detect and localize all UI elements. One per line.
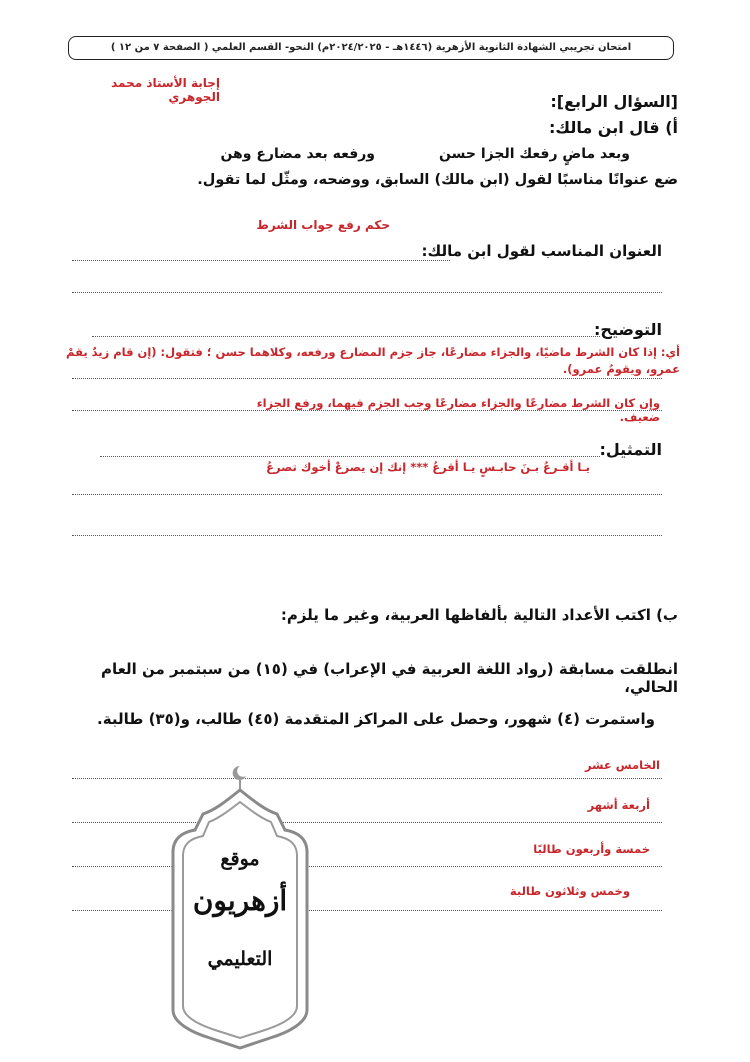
stamp-bottom-text: التعليمي <box>207 948 273 970</box>
answer-by-label: إجابة الأستاذ محمد الجوهري <box>111 76 220 104</box>
stamp-top-text: موقع <box>220 848 260 870</box>
explain-label: التوضيح: <box>594 320 662 339</box>
explain-answer-1: أي: إذا كان الشرط ماضيًا، والجزاء مضارعًا، جاز جزم المضارع ورفعه، وكلاهما حسن ؛ فتقول: (إن قام زيدٌ يقمْ عمرو، ويقومُ عمرو). <box>66 345 680 376</box>
answer-line <box>72 535 662 536</box>
part-b-line-1: انطلقت مسابقة (رواد اللغة العربية في الإعراب) في (١٥) من سبتمبر من العام الحالي، <box>100 660 678 696</box>
number-answer-4: وخمس وثلاثون طالبة <box>509 884 630 898</box>
exam-header: امتحان تجريبي الشهادة الثانوية الأزهرية (١٤٤٦هـ - ٢٠٢٤/٢٠٢٥م) النحو- القسم العلمي ( الصفحة ٧ من ١٢ ) <box>68 36 674 60</box>
verse-second-half: ورفعه بعد مضارع وهن <box>220 146 375 162</box>
answer-line <box>72 292 662 293</box>
example-label: التمثيل: <box>599 440 662 459</box>
answer-line <box>72 410 662 411</box>
answer-line <box>72 910 662 911</box>
question-title: [السؤال الرابع]: <box>550 92 678 111</box>
answer-line <box>72 260 450 261</box>
stamp-middle-text: أزهريون <box>192 884 288 917</box>
title-label: العنوان المناسب لقول ابن مالك: <box>421 242 662 260</box>
part-a-intro: أ) قال ابن مالك: <box>549 118 678 137</box>
number-answer-2: أربعة أشهر <box>587 798 650 812</box>
verse-first-half: وبعد ماضٍ رفعك الجزا حسن <box>439 146 630 162</box>
answer-line <box>72 778 662 779</box>
part-b-line-2: واستمرت (٤) شهور، وحصل على المراكز المتقدمة (٤٥) طالب، و(٣٥) طالبة. <box>97 710 655 728</box>
site-stamp-logo <box>165 760 315 1050</box>
title-answer: حكم رفع جواب الشرط <box>256 218 390 232</box>
explain-answer-2: وإن كان الشرط مضارعًا والجزاء مضارعًا وجب الجزم فيهما، ورفع الجزاء ضعيف. <box>256 396 660 424</box>
answer-line <box>100 456 600 457</box>
part-b-instruction: ب) اكتب الأعداد التالية بألفاظها العربية، وغير ما يلزم: <box>280 606 678 624</box>
answer-line <box>72 378 662 379</box>
number-answer-3: خمسة وأربعون طالبًا <box>533 842 650 856</box>
answer-line <box>92 336 600 337</box>
example-answer: يـا أقـرعُ بـنَ حابـسٍ يـا أقرعُ *** إنك إن يصرعْ أخوك تصرعُ <box>266 460 590 474</box>
answer-line <box>72 494 662 495</box>
answer-line <box>72 822 662 823</box>
question-instruction: ضع عنوانًا مناسبًا لقول (ابن مالك) السابق، ووضحه، ومثّل لما تقول. <box>197 172 678 188</box>
number-answer-1: الخامس عشر <box>585 758 660 772</box>
answer-line <box>72 866 662 867</box>
